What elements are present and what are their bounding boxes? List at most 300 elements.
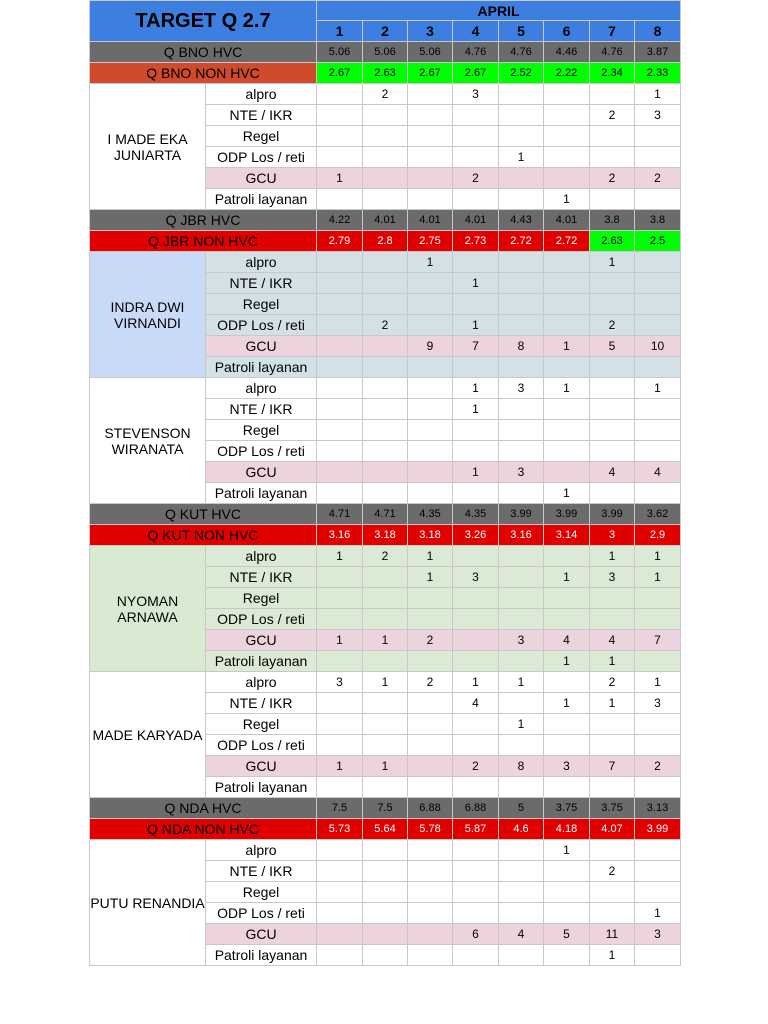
day-header: 5 bbox=[499, 21, 544, 42]
activity-label: alpro bbox=[206, 672, 317, 693]
activity-value: 1 bbox=[408, 546, 453, 567]
activity-value: 1 bbox=[363, 756, 408, 777]
hvc-label: Q KUT HVC bbox=[90, 504, 317, 525]
activity-value: 2 bbox=[635, 756, 681, 777]
hvc-value: 7.5 bbox=[317, 798, 363, 819]
activity-value: 1 bbox=[363, 630, 408, 651]
activity-value bbox=[590, 441, 635, 462]
header-row-month bbox=[90, 1, 681, 21]
hvc-value: 3.87 bbox=[635, 42, 681, 63]
activity-value bbox=[499, 441, 544, 462]
activity-label: ODP Los / reti bbox=[206, 441, 317, 462]
non-hvc-value: 3.26 bbox=[453, 525, 499, 546]
non-hvc-value: 3 bbox=[590, 525, 635, 546]
activity-value bbox=[317, 903, 363, 924]
activity-value bbox=[363, 924, 408, 945]
activity-label: GCU bbox=[206, 336, 317, 357]
activity-value bbox=[363, 735, 408, 756]
activity-value: 1 bbox=[635, 84, 681, 105]
activity-value bbox=[453, 735, 499, 756]
activity-value bbox=[544, 294, 590, 315]
activity-value bbox=[499, 252, 544, 273]
activity-value: 4 bbox=[590, 630, 635, 651]
activity-value: 1 bbox=[317, 168, 363, 189]
activity-value bbox=[408, 294, 453, 315]
activity-label: NTE / IKR bbox=[206, 861, 317, 882]
activity-value bbox=[363, 945, 408, 966]
target-sheet bbox=[89, 0, 681, 966]
non-hvc-value: 2.9 bbox=[635, 525, 681, 546]
non-hvc-value: 5.78 bbox=[408, 819, 453, 840]
activity-value bbox=[635, 588, 681, 609]
activity-value bbox=[544, 672, 590, 693]
hvc-value: 4.46 bbox=[544, 42, 590, 63]
activity-value bbox=[453, 294, 499, 315]
activity-value: 9 bbox=[408, 336, 453, 357]
activity-value bbox=[317, 882, 363, 903]
activity-value: 10 bbox=[635, 336, 681, 357]
activity-value bbox=[499, 294, 544, 315]
activity-value bbox=[544, 945, 590, 966]
activity-label: GCU bbox=[206, 630, 317, 651]
activity-value bbox=[499, 840, 544, 861]
activity-value bbox=[590, 588, 635, 609]
non-hvc-value: 3.99 bbox=[635, 819, 681, 840]
activity-value: 1 bbox=[499, 672, 544, 693]
activity-label: GCU bbox=[206, 924, 317, 945]
activity-value bbox=[544, 546, 590, 567]
activity-value bbox=[453, 441, 499, 462]
activity-value: 1 bbox=[453, 462, 499, 483]
activity-value bbox=[317, 567, 363, 588]
activity-label: NTE / IKR bbox=[206, 693, 317, 714]
activity-value bbox=[363, 105, 408, 126]
activity-value: 3 bbox=[635, 693, 681, 714]
hvc-value: 4.01 bbox=[453, 210, 499, 231]
activity-value bbox=[590, 147, 635, 168]
activity-value bbox=[544, 105, 590, 126]
activity-label: NTE / IKR bbox=[206, 273, 317, 294]
non-hvc-value: 2.5 bbox=[635, 231, 681, 252]
hvc-value: 4.35 bbox=[408, 504, 453, 525]
technician-name: MADE KARYADA bbox=[90, 672, 206, 798]
activity-value bbox=[363, 861, 408, 882]
hvc-value: 3.75 bbox=[544, 798, 590, 819]
activity-value bbox=[453, 252, 499, 273]
activity-value bbox=[317, 945, 363, 966]
activity-value bbox=[590, 777, 635, 798]
activity-value bbox=[499, 651, 544, 672]
activity-value: 1 bbox=[544, 567, 590, 588]
activity-value bbox=[408, 840, 453, 861]
activity-value bbox=[408, 420, 453, 441]
activity-value bbox=[317, 126, 363, 147]
activity-value bbox=[544, 84, 590, 105]
activity-value bbox=[590, 273, 635, 294]
activity-value bbox=[317, 105, 363, 126]
hvc-row bbox=[90, 210, 681, 231]
activity-row bbox=[90, 84, 681, 105]
non-hvc-value: 2.79 bbox=[317, 231, 363, 252]
activity-value: 1 bbox=[453, 399, 499, 420]
activity-value bbox=[408, 441, 453, 462]
activity-value bbox=[453, 105, 499, 126]
activity-value bbox=[408, 777, 453, 798]
activity-value bbox=[499, 168, 544, 189]
activity-value: 3 bbox=[635, 924, 681, 945]
activity-value bbox=[317, 714, 363, 735]
non-hvc-value: 2.67 bbox=[453, 63, 499, 84]
activity-value bbox=[408, 378, 453, 399]
activity-label: ODP Los / reti bbox=[206, 735, 317, 756]
activity-value bbox=[453, 882, 499, 903]
activity-label: Regel bbox=[206, 714, 317, 735]
hvc-value: 4.22 bbox=[317, 210, 363, 231]
activity-value bbox=[408, 315, 453, 336]
activity-value bbox=[453, 546, 499, 567]
non-hvc-value: 4.6 bbox=[499, 819, 544, 840]
activity-label: ODP Los / reti bbox=[206, 315, 317, 336]
hvc-value: 3.13 bbox=[635, 798, 681, 819]
activity-label: Patroli layanan bbox=[206, 189, 317, 210]
activity-value: 3 bbox=[317, 672, 363, 693]
activity-value bbox=[544, 588, 590, 609]
activity-value bbox=[635, 294, 681, 315]
activity-value bbox=[317, 84, 363, 105]
activity-value: 2 bbox=[408, 672, 453, 693]
non-hvc-row bbox=[90, 525, 681, 546]
hvc-value: 5 bbox=[499, 798, 544, 819]
activity-value bbox=[317, 924, 363, 945]
activity-value bbox=[635, 273, 681, 294]
technician-name: NYOMAN ARNAWA bbox=[90, 546, 206, 672]
activity-value bbox=[408, 882, 453, 903]
activity-value bbox=[544, 252, 590, 273]
activity-value bbox=[590, 357, 635, 378]
activity-value bbox=[317, 399, 363, 420]
activity-value: 1 bbox=[635, 567, 681, 588]
activity-value bbox=[317, 693, 363, 714]
activity-value: 5 bbox=[590, 336, 635, 357]
activity-value bbox=[544, 462, 590, 483]
activity-value bbox=[363, 399, 408, 420]
activity-value bbox=[363, 651, 408, 672]
activity-value bbox=[499, 420, 544, 441]
activity-value bbox=[453, 609, 499, 630]
activity-value bbox=[408, 462, 453, 483]
activity-value bbox=[317, 483, 363, 504]
activity-value: 1 bbox=[590, 546, 635, 567]
activity-value: 2 bbox=[363, 84, 408, 105]
activity-value bbox=[590, 189, 635, 210]
hvc-value: 3.8 bbox=[590, 210, 635, 231]
activity-value bbox=[317, 735, 363, 756]
non-hvc-value: 2.34 bbox=[590, 63, 635, 84]
non-hvc-value: 3.16 bbox=[317, 525, 363, 546]
activity-value bbox=[408, 588, 453, 609]
activity-value: 2 bbox=[590, 168, 635, 189]
activity-value: 2 bbox=[363, 315, 408, 336]
sheet-title: TARGET Q 2.7 bbox=[90, 1, 317, 42]
activity-value bbox=[408, 126, 453, 147]
activity-value bbox=[635, 441, 681, 462]
month-label: APRIL bbox=[317, 1, 681, 21]
activity-value: 1 bbox=[544, 378, 590, 399]
activity-value bbox=[317, 357, 363, 378]
hvc-value: 5.06 bbox=[363, 42, 408, 63]
hvc-value: 3.99 bbox=[544, 504, 590, 525]
activity-value bbox=[363, 462, 408, 483]
activity-value bbox=[590, 714, 635, 735]
hvc-value: 5.06 bbox=[317, 42, 363, 63]
activity-value bbox=[363, 567, 408, 588]
non-hvc-value: 5.87 bbox=[453, 819, 499, 840]
activity-value bbox=[544, 315, 590, 336]
activity-value bbox=[590, 882, 635, 903]
hvc-row bbox=[90, 798, 681, 819]
activity-value: 1 bbox=[590, 252, 635, 273]
non-hvc-value: 3.14 bbox=[544, 525, 590, 546]
activity-row bbox=[90, 672, 681, 693]
activity-value bbox=[363, 357, 408, 378]
activity-value bbox=[590, 420, 635, 441]
activity-value bbox=[590, 840, 635, 861]
activity-value bbox=[453, 651, 499, 672]
non-hvc-value: 2.52 bbox=[499, 63, 544, 84]
activity-value bbox=[544, 903, 590, 924]
activity-value: 8 bbox=[499, 336, 544, 357]
activity-value: 3 bbox=[499, 462, 544, 483]
activity-value bbox=[408, 924, 453, 945]
activity-value: 1 bbox=[453, 672, 499, 693]
activity-value bbox=[317, 861, 363, 882]
activity-value: 4 bbox=[590, 462, 635, 483]
activity-value bbox=[408, 105, 453, 126]
activity-value bbox=[635, 399, 681, 420]
activity-value bbox=[317, 588, 363, 609]
activity-value: 4 bbox=[635, 462, 681, 483]
activity-value bbox=[590, 399, 635, 420]
activity-value: 1 bbox=[499, 147, 544, 168]
activity-label: alpro bbox=[206, 840, 317, 861]
activity-label: NTE / IKR bbox=[206, 105, 317, 126]
activity-value: 1 bbox=[317, 756, 363, 777]
activity-value bbox=[408, 189, 453, 210]
activity-value: 1 bbox=[590, 693, 635, 714]
activity-value: 1 bbox=[408, 567, 453, 588]
activity-value bbox=[635, 840, 681, 861]
activity-label: NTE / IKR bbox=[206, 399, 317, 420]
activity-value: 2 bbox=[363, 546, 408, 567]
activity-value: 2 bbox=[590, 315, 635, 336]
activity-value bbox=[590, 903, 635, 924]
activity-value bbox=[499, 546, 544, 567]
activity-value bbox=[635, 651, 681, 672]
non-hvc-value: 5.64 bbox=[363, 819, 408, 840]
activity-label: alpro bbox=[206, 546, 317, 567]
activity-value bbox=[635, 861, 681, 882]
activity-value: 1 bbox=[544, 189, 590, 210]
activity-value bbox=[317, 840, 363, 861]
activity-value bbox=[363, 336, 408, 357]
activity-label: Regel bbox=[206, 294, 317, 315]
activity-label: alpro bbox=[206, 378, 317, 399]
non-hvc-value: 2.75 bbox=[408, 231, 453, 252]
activity-value: 1 bbox=[590, 651, 635, 672]
activity-value bbox=[317, 441, 363, 462]
activity-value bbox=[453, 861, 499, 882]
hvc-row bbox=[90, 504, 681, 525]
non-hvc-row bbox=[90, 231, 681, 252]
activity-value bbox=[363, 777, 408, 798]
activity-value: 1 bbox=[317, 630, 363, 651]
activity-value bbox=[363, 294, 408, 315]
day-header: 6 bbox=[544, 21, 590, 42]
day-header: 2 bbox=[363, 21, 408, 42]
activity-value: 2 bbox=[408, 630, 453, 651]
technician-name: I MADE EKA JUNIARTA bbox=[90, 84, 206, 210]
activity-label: GCU bbox=[206, 168, 317, 189]
activity-value bbox=[317, 336, 363, 357]
activity-value: 1 bbox=[499, 714, 544, 735]
activity-value bbox=[363, 714, 408, 735]
hvc-value: 6.88 bbox=[408, 798, 453, 819]
activity-value bbox=[453, 483, 499, 504]
activity-value bbox=[317, 273, 363, 294]
activity-label: Patroli layanan bbox=[206, 777, 317, 798]
hvc-value: 4.01 bbox=[408, 210, 453, 231]
activity-value bbox=[363, 126, 408, 147]
day-header: 3 bbox=[408, 21, 453, 42]
activity-value bbox=[317, 378, 363, 399]
activity-value bbox=[544, 126, 590, 147]
activity-value bbox=[317, 651, 363, 672]
day-header: 4 bbox=[453, 21, 499, 42]
activity-value: 7 bbox=[590, 756, 635, 777]
non-hvc-value: 2.63 bbox=[590, 231, 635, 252]
activity-value bbox=[317, 609, 363, 630]
activity-value bbox=[635, 882, 681, 903]
day-header: 1 bbox=[317, 21, 363, 42]
activity-value: 3 bbox=[590, 567, 635, 588]
non-hvc-value: 2.8 bbox=[363, 231, 408, 252]
activity-value bbox=[363, 441, 408, 462]
activity-value bbox=[499, 189, 544, 210]
hvc-label: Q BNO HVC bbox=[90, 42, 317, 63]
activity-value bbox=[499, 84, 544, 105]
activity-value bbox=[499, 357, 544, 378]
activity-value bbox=[544, 861, 590, 882]
activity-value bbox=[544, 147, 590, 168]
activity-label: Regel bbox=[206, 588, 317, 609]
hvc-value: 5.06 bbox=[408, 42, 453, 63]
activity-value bbox=[317, 420, 363, 441]
activity-value bbox=[408, 861, 453, 882]
activity-value bbox=[453, 714, 499, 735]
non-hvc-value: 2.33 bbox=[635, 63, 681, 84]
activity-value bbox=[363, 693, 408, 714]
activity-value: 2 bbox=[590, 672, 635, 693]
activity-value bbox=[453, 357, 499, 378]
activity-value bbox=[499, 861, 544, 882]
activity-value bbox=[544, 735, 590, 756]
non-hvc-value: 4.18 bbox=[544, 819, 590, 840]
activity-value bbox=[635, 189, 681, 210]
activity-label: Regel bbox=[206, 420, 317, 441]
activity-value bbox=[363, 378, 408, 399]
hvc-value: 4.76 bbox=[453, 42, 499, 63]
non-hvc-value: 3.18 bbox=[408, 525, 453, 546]
activity-value bbox=[590, 609, 635, 630]
activity-value bbox=[635, 315, 681, 336]
activity-value bbox=[363, 273, 408, 294]
hvc-value: 6.88 bbox=[453, 798, 499, 819]
hvc-value: 4.43 bbox=[499, 210, 544, 231]
activity-label: NTE / IKR bbox=[206, 567, 317, 588]
activity-value bbox=[408, 84, 453, 105]
activity-value: 3 bbox=[453, 84, 499, 105]
activity-value bbox=[544, 357, 590, 378]
activity-value bbox=[363, 168, 408, 189]
activity-value bbox=[408, 483, 453, 504]
activity-label: alpro bbox=[206, 252, 317, 273]
activity-value bbox=[544, 609, 590, 630]
activity-value bbox=[408, 651, 453, 672]
activity-value bbox=[408, 147, 453, 168]
hvc-value: 3.62 bbox=[635, 504, 681, 525]
day-header: 7 bbox=[590, 21, 635, 42]
activity-value bbox=[363, 420, 408, 441]
activity-value: 7 bbox=[635, 630, 681, 651]
hvc-value: 4.71 bbox=[317, 504, 363, 525]
activity-value bbox=[453, 903, 499, 924]
activity-value bbox=[363, 882, 408, 903]
activity-value: 1 bbox=[635, 672, 681, 693]
activity-value bbox=[408, 735, 453, 756]
non-hvc-value: 4.07 bbox=[590, 819, 635, 840]
hvc-value: 4.76 bbox=[499, 42, 544, 63]
activity-value bbox=[363, 609, 408, 630]
activity-value bbox=[408, 168, 453, 189]
non-hvc-label: Q JBR NON HVC bbox=[90, 231, 317, 252]
hvc-row bbox=[90, 42, 681, 63]
activity-label: Patroli layanan bbox=[206, 945, 317, 966]
activity-row bbox=[90, 546, 681, 567]
activity-value: 1 bbox=[544, 651, 590, 672]
technician-name: INDRA DWI VIRNANDI bbox=[90, 252, 206, 378]
non-hvc-value: 2.63 bbox=[363, 63, 408, 84]
hvc-label: Q NDA HVC bbox=[90, 798, 317, 819]
activity-label: ODP Los / reti bbox=[206, 147, 317, 168]
activity-value bbox=[408, 945, 453, 966]
activity-value: 1 bbox=[544, 336, 590, 357]
activity-value bbox=[635, 252, 681, 273]
activity-value bbox=[635, 357, 681, 378]
activity-value: 2 bbox=[453, 756, 499, 777]
activity-value bbox=[453, 777, 499, 798]
hvc-value: 4.35 bbox=[453, 504, 499, 525]
activity-value: 1 bbox=[544, 840, 590, 861]
activity-value bbox=[590, 483, 635, 504]
activity-value bbox=[363, 252, 408, 273]
hvc-value: 4.01 bbox=[363, 210, 408, 231]
activity-value bbox=[317, 147, 363, 168]
non-hvc-value: 2.22 bbox=[544, 63, 590, 84]
non-hvc-label: Q BNO NON HVC bbox=[90, 63, 317, 84]
activity-value bbox=[635, 714, 681, 735]
activity-value bbox=[317, 777, 363, 798]
activity-value bbox=[635, 483, 681, 504]
